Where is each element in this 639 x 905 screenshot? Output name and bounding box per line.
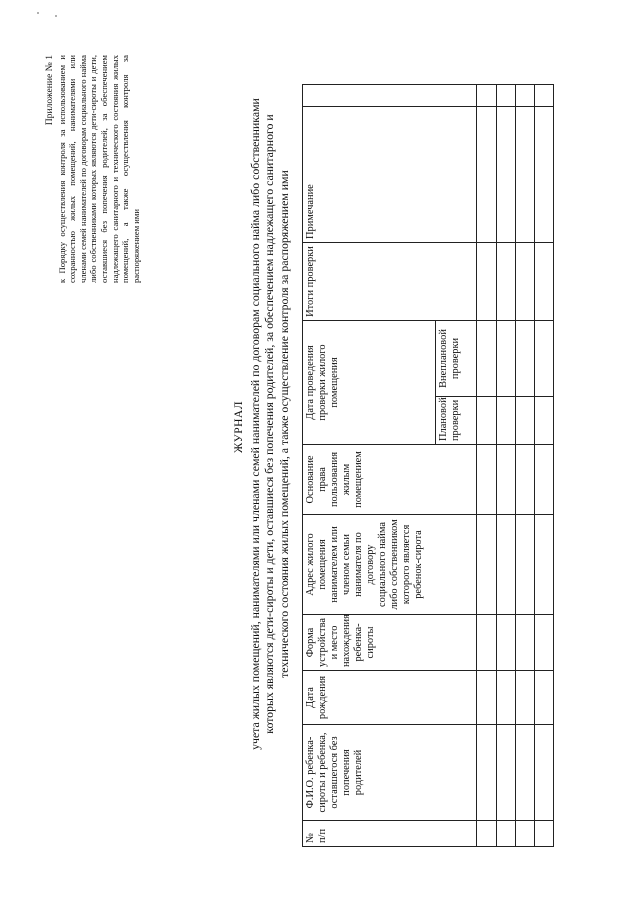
table-cell <box>534 397 553 445</box>
header-num: № п/п <box>303 821 477 847</box>
table-cell <box>515 397 534 445</box>
header-results: Итоги проверки <box>303 243 477 321</box>
table-cell <box>515 821 534 847</box>
table-cell <box>496 107 515 243</box>
header-address: Адрес жилого помещения нанимателем или членом семьи нанимателя по договору социального найма либо собственником которого является ребенок-сирота <box>303 515 477 615</box>
appendix-line: дети-сироты и дети, оставшиеся без попечения родителей, за обеспечением <box>88 55 109 283</box>
subtitle-line: которых являются дети-сироты и дети, оставшиеся без попечения родителей, за обеспечением надлежащего санитарного и <box>262 114 277 734</box>
journal-table <box>302 84 554 847</box>
table-cell <box>496 243 515 321</box>
table-cell <box>515 615 534 671</box>
table-cell <box>534 445 553 515</box>
table-cell <box>496 671 515 725</box>
header-note: Примечание <box>303 107 477 243</box>
table-cell <box>477 85 496 107</box>
header-inspection-date: Дата проведения проверки жилого помещения <box>303 321 436 445</box>
table-cell <box>515 243 534 321</box>
header-birth-date: Дата рождения <box>303 671 477 725</box>
table-cell <box>496 615 515 671</box>
table-cell <box>496 321 515 397</box>
appendix-title: Приложение № 1 <box>44 55 55 126</box>
table-cell <box>515 671 534 725</box>
header-unplanned: Внеплановой проверки <box>436 321 477 397</box>
table-cell <box>534 107 553 243</box>
table-cell <box>534 725 553 821</box>
table-cell <box>515 515 534 615</box>
appendix-line: жилых помещений, нанимателями или членами семей нанимателей по <box>67 55 88 283</box>
table-cell <box>477 445 496 515</box>
table-cell <box>496 725 515 821</box>
table-row <box>515 85 534 847</box>
appendix-line: договорам социального найма либо собственниками которых являются <box>77 55 99 283</box>
table-cell <box>496 397 515 445</box>
table-row <box>477 85 496 847</box>
journal-title: ЖУРНАЛ <box>233 400 245 454</box>
table-cell <box>534 821 553 847</box>
table-row <box>534 85 553 847</box>
table-cell <box>477 615 496 671</box>
table-cell <box>477 821 496 847</box>
table-cell <box>477 725 496 821</box>
header-fio: Ф.И.О. ребенка-сироты и ребенка, оставшегося без попечения родителей <box>303 725 477 821</box>
subtitle-line: технического состояния жилых помещений, а также осуществление контроля за распоряжением ими <box>276 170 291 678</box>
table-cell <box>534 321 553 397</box>
table-cell <box>534 515 553 615</box>
table-cell <box>534 243 553 321</box>
table-cell <box>534 671 553 725</box>
appendix-line: надлежащего санитарного и технического состояния жилых помещений, а <box>109 55 131 283</box>
table-cell <box>515 107 534 243</box>
table-cell <box>515 85 534 107</box>
table-row <box>496 85 515 847</box>
table-cell <box>515 321 534 397</box>
appendix-line: к Порядку осуществления контроля за использованием и сохранностью <box>56 55 78 283</box>
table-cell <box>477 321 496 397</box>
table-cell <box>477 671 496 725</box>
table-cell <box>477 107 496 243</box>
subtitle-line: учета жилых помещений, нанимателями или членами семей нанимателей по договорам социального найма либо собственниками <box>248 98 262 750</box>
table-cell <box>496 821 515 847</box>
table-cell <box>515 725 534 821</box>
table-body <box>477 85 554 847</box>
table-cell <box>477 243 496 321</box>
journal-subtitle <box>248 83 291 765</box>
appendix-line: также осуществления контроля за распоряжением ими <box>120 55 141 283</box>
header-planned: Плановой проверки <box>436 397 477 445</box>
header-extra-column <box>303 85 477 107</box>
table-cell <box>496 85 515 107</box>
table-cell <box>477 515 496 615</box>
table-cell <box>515 445 534 515</box>
appendix-block <box>45 55 141 283</box>
table-cell <box>496 515 515 615</box>
table-cell <box>534 85 553 107</box>
table-cell <box>477 397 496 445</box>
header-basis: Основание права пользования жилым помещением <box>303 445 477 515</box>
table-cell <box>534 615 553 671</box>
table-cell <box>496 445 515 515</box>
header-placement-form: Форма устройства и место нахождения ребенка-сироты <box>303 615 477 671</box>
